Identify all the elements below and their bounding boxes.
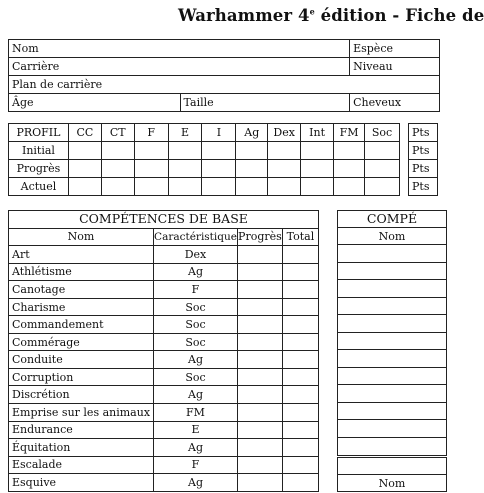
skill-name: Charisme [9, 298, 154, 316]
profil-cell[interactable] [268, 178, 301, 196]
profil-col-f: F [134, 124, 168, 142]
profil-cell[interactable] [236, 160, 268, 178]
skill-progres-cell[interactable] [237, 368, 282, 386]
adv-skill-row[interactable] [338, 245, 447, 263]
pts-label: Pts [409, 124, 438, 142]
profil-cell[interactable] [236, 178, 268, 196]
skill-progres-cell[interactable] [237, 263, 282, 281]
profil-cell[interactable] [364, 160, 399, 178]
profil-col-e: E [168, 124, 202, 142]
pts-label: Pts [409, 142, 438, 160]
cheveux-field[interactable] [350, 94, 440, 112]
pts-label: Pts [409, 160, 438, 178]
skill-name: Commandement [9, 316, 154, 334]
base-skills-table [8, 210, 319, 492]
profil-cell[interactable] [301, 160, 334, 178]
cheveux-label: Cheveux [353, 96, 402, 109]
profil-cell[interactable] [334, 142, 365, 160]
skill-row [9, 263, 319, 281]
age-field[interactable] [9, 94, 181, 112]
base-skills-caption: COMPÉTENCES DE BASE [9, 211, 319, 229]
adv-skill-row[interactable] [338, 385, 447, 403]
adv-skill-row[interactable] [338, 438, 447, 456]
skill-char: Ag [154, 474, 238, 492]
skill-progres-cell[interactable] [237, 281, 282, 299]
profil-cell[interactable] [68, 178, 101, 196]
skill-char: E [154, 421, 238, 439]
profil-cell[interactable] [168, 160, 202, 178]
profil-cell[interactable] [168, 142, 202, 160]
skill-char: Soc [154, 298, 238, 316]
skill-row [9, 368, 319, 386]
profil-col-ct: CT [101, 124, 134, 142]
profil-cell[interactable] [364, 178, 399, 196]
skill-row [9, 316, 319, 334]
talents-table [337, 457, 447, 492]
skill-total-cell[interactable] [282, 246, 318, 264]
profil-cell[interactable] [202, 160, 236, 178]
profil-cell[interactable] [334, 178, 365, 196]
skill-total-cell[interactable] [282, 404, 318, 422]
skill-progres-cell[interactable] [237, 316, 282, 334]
niveau-field[interactable] [350, 58, 440, 76]
profil-cell[interactable] [134, 178, 168, 196]
skill-row [9, 404, 319, 422]
skill-progres-cell[interactable] [237, 439, 282, 457]
age-label: Âge [12, 96, 34, 109]
skill-total-cell[interactable] [282, 316, 318, 334]
skill-char: F [154, 281, 238, 299]
skill-name: Emprise sur les animaux [9, 404, 154, 422]
nom-field[interactable] [9, 40, 350, 58]
profil-cell[interactable] [301, 142, 334, 160]
col-progres: Progrès [237, 228, 282, 246]
skill-char: Soc [154, 368, 238, 386]
profil-cell[interactable] [236, 142, 268, 160]
skill-row [9, 421, 319, 439]
skill-progres-cell[interactable] [237, 386, 282, 404]
skill-row [9, 456, 319, 474]
pts-table [408, 123, 438, 196]
profil-cell[interactable] [68, 142, 101, 160]
plan-carriere-label: Plan de carrière [12, 78, 103, 91]
skill-total-cell[interactable] [282, 281, 318, 299]
skill-progres-cell[interactable] [237, 421, 282, 439]
adv-skill-row[interactable] [338, 420, 447, 438]
taille-label: Taille [183, 96, 214, 109]
profil-cell[interactable] [202, 178, 236, 196]
skill-progres-cell[interactable] [237, 404, 282, 422]
carriere-field[interactable] [9, 58, 350, 76]
plan-carriere-field[interactable] [9, 76, 440, 94]
skill-progres-cell[interactable] [237, 333, 282, 351]
skill-row [9, 351, 319, 369]
profil-cell[interactable] [364, 142, 399, 160]
profil-row-progres: Progrès [9, 160, 69, 178]
title-suffix: édition - Fiche de [314, 6, 484, 25]
profil-cell[interactable] [301, 178, 334, 196]
adv-skill-row[interactable] [338, 402, 447, 420]
base-skills-rows [9, 246, 319, 492]
skill-row [9, 298, 319, 316]
profil-cell[interactable] [134, 160, 168, 178]
espece-field[interactable] [350, 40, 440, 58]
skill-name: Athlétisme [9, 263, 154, 281]
skill-name: Art [9, 246, 154, 264]
talents-caption-row [338, 458, 447, 475]
skill-name: Commérage [9, 333, 154, 351]
skill-progres-cell[interactable] [237, 474, 282, 492]
profil-cell[interactable] [101, 142, 134, 160]
skill-char: Soc [154, 333, 238, 351]
profil-cell[interactable] [334, 160, 365, 178]
profil-row-actuel: Actuel [9, 178, 69, 196]
skill-name: Escalade [9, 456, 154, 474]
skill-name: Canotage [9, 281, 154, 299]
adv-skill-row[interactable] [338, 297, 447, 315]
pts-label: Pts [409, 178, 438, 196]
skill-char: Ag [154, 351, 238, 369]
skill-progres-cell[interactable] [237, 456, 282, 474]
skill-total-cell[interactable] [282, 351, 318, 369]
profil-col-dex: Dex [268, 124, 301, 142]
profil-cell[interactable] [168, 178, 202, 196]
profil-col-ag: Ag [236, 124, 268, 142]
profil-cell[interactable] [268, 160, 301, 178]
skill-char: Soc [154, 316, 238, 334]
skill-char: FM [154, 404, 238, 422]
adv-skills-caption: COMPÉ [338, 211, 447, 228]
niveau-label: Niveau [353, 60, 393, 73]
skill-char: Dex [154, 246, 238, 264]
profil-col-i: I [202, 124, 236, 142]
profil-cell[interactable] [101, 178, 134, 196]
col-caracteristique: Caractéristique [154, 228, 238, 246]
skill-name: Esquive [9, 474, 154, 492]
taille-field[interactable] [180, 94, 350, 112]
profil-cell[interactable] [268, 142, 301, 160]
skill-progres-cell[interactable] [237, 351, 282, 369]
profil-row-initial: Initial [9, 142, 69, 160]
skill-char: Ag [154, 263, 238, 281]
skill-char: Ag [154, 386, 238, 404]
profil-cell[interactable] [101, 160, 134, 178]
carriere-label: Carrière [12, 60, 60, 73]
skill-row [9, 333, 319, 351]
skill-row [9, 386, 319, 404]
skill-char: F [154, 456, 238, 474]
adv-col-nom: Nom [338, 228, 447, 245]
skill-total-cell[interactable] [282, 298, 318, 316]
adv-skill-row[interactable] [338, 332, 447, 350]
profil-col-int: Int [301, 124, 334, 142]
skill-total-cell[interactable] [282, 456, 318, 474]
skill-name: Corruption [9, 368, 154, 386]
skill-total-cell[interactable] [282, 386, 318, 404]
skill-progres-cell[interactable] [237, 298, 282, 316]
skill-name: Discrétion [9, 386, 154, 404]
skill-name: Endurance [9, 421, 154, 439]
skill-name: Conduite [9, 351, 154, 369]
skill-total-cell[interactable] [282, 421, 318, 439]
profil-cell[interactable] [134, 142, 168, 160]
skill-total-cell[interactable] [282, 333, 318, 351]
col-total: Total [282, 228, 318, 246]
skill-progres-cell[interactable] [237, 246, 282, 264]
skill-total-cell[interactable] [282, 368, 318, 386]
skill-row [9, 246, 319, 264]
skill-total-cell[interactable] [282, 474, 318, 492]
skill-total-cell[interactable] [282, 439, 318, 457]
profil-header: PROFIL [9, 124, 69, 142]
profil-cell[interactable] [202, 142, 236, 160]
profil-col-soc: Soc [364, 124, 399, 142]
title-prefix: Warhammer 4 [178, 6, 310, 25]
talents-col-nom: Nom [338, 475, 447, 492]
character-info-table [8, 39, 440, 112]
skill-total-cell[interactable] [282, 263, 318, 281]
profil-table [8, 123, 400, 196]
profil-col-cc: CC [68, 124, 101, 142]
adv-skill-row[interactable] [338, 315, 447, 333]
nom-label: Nom [12, 42, 39, 55]
skill-row [9, 439, 319, 457]
profil-cell[interactable] [68, 160, 101, 178]
adv-skill-row[interactable] [338, 367, 447, 385]
adv-skill-row[interactable] [338, 350, 447, 368]
adv-skill-row[interactable] [338, 262, 447, 280]
col-nom: Nom [9, 228, 154, 246]
title-sup: e [309, 6, 315, 17]
skill-row [9, 281, 319, 299]
adv-skills-table [337, 210, 447, 456]
skill-name: Équitation [9, 439, 154, 457]
skill-row [9, 474, 319, 492]
profil-col-fm: FM [334, 124, 365, 142]
skill-char: Ag [154, 439, 238, 457]
espece-label: Espèce [353, 42, 393, 55]
adv-skill-row[interactable] [338, 280, 447, 298]
sheet-title [178, 6, 484, 25]
